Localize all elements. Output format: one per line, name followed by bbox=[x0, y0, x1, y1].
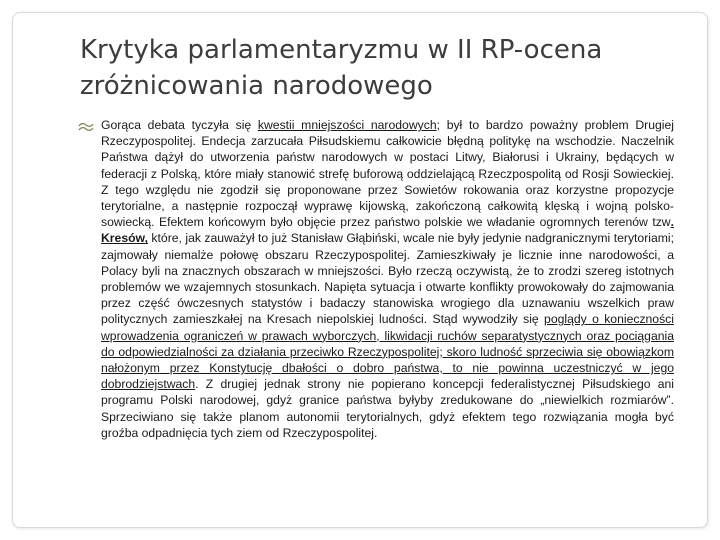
link-minority-question[interactable]: kwestii mniejszości narodowych bbox=[257, 118, 437, 132]
text-part-1: Gorąca debata tyczyła się bbox=[101, 118, 258, 132]
link-kresy[interactable]: . Kresów, bbox=[101, 215, 674, 246]
text-part-2: ; był to bardzo poważny problem Drugiej Rzeczypospolitej. Endecja zarzucała Piłsudskiemu całkowicie błędną politykę na wschodzie. Naczelnik Państwa dążył do utworzenia państw narodowych w postaci Litwy, Białorusi i Ukrainy, będących w federacji z Polską, które miały stanowić strefę buforową oddzielającą Rzeczpospolitą od Rosji Sowieckiej. Z tego względu nie zgodził się proponowane przez Sowietów rokowania oraz korzystne propozycje terytorialne, a następnie rozpoczął wyprawę kijowską, zakończoną całkowitą klęską i wojną polsko-sowiecką. Efektem końcowym było objęcie przez państwo polskie we władanie ogromnych terenów tzw bbox=[101, 118, 674, 230]
text-part-4: . Z drugiej jednak strony nie popierano koncepcji federalistycznej Piłsudskiego ani programu Polski narodowej, gdyż granice państwa byłyby zredukowane do „niewielkich rozmiarów”. Sprzeciwiano się także planom autonomii terytorialnych, gdyż efektem tego rozwiązania mogła być groźba odpadnięcia tych ziem od Rzeczypospolitej. bbox=[101, 377, 674, 440]
bullet-item bbox=[78, 117, 674, 441]
slide-title: Krytyka parlamentaryzmu w II RP-ocena zróżnicowania narodowego bbox=[80, 35, 603, 101]
body-paragraph bbox=[101, 117, 674, 441]
text-part-3: które, jak zauważył to już Stanisław Głąbiński, wcale nie były jedynie nadgranicznymi terytoriami; zajmowały niemalże połowę obszaru Rzeczypospolitej. Zamieszkiwały je licznie inne narodowości, a Polacy byli na znacznych obszarach w mniejszości. Było rzeczą oczywistą, że to zrodzi szereg istotnych problemów we wzajemnych stosunkach. Napięta sytuacja i otwarte konflikty prowokowały do zajmowania przez część ówczesnych statystów i badaczy stanowiska wrogiego dla uznawaniu wszelkich praw politycznych zamieszkałej na Kresach niepolskiej ludności. Stąd wywodziły się bbox=[101, 231, 674, 327]
link-restriction-views[interactable]: poglądy o konieczności wprowadzenia ograniczeń w prawach wyborczych, likwidacji ruchów separatystycznych oraz pociągania do odpowiedzialności za działania przeciwko Rzeczypospolitej; skoro ludność sprzeciwia się obowiązkom nałożonym przez Konstytucję dbałości o dobro państwa, to nie powinna uczestniczyć w jego dobrodziejstwach bbox=[101, 312, 674, 392]
flag-bullet-icon bbox=[78, 120, 94, 132]
